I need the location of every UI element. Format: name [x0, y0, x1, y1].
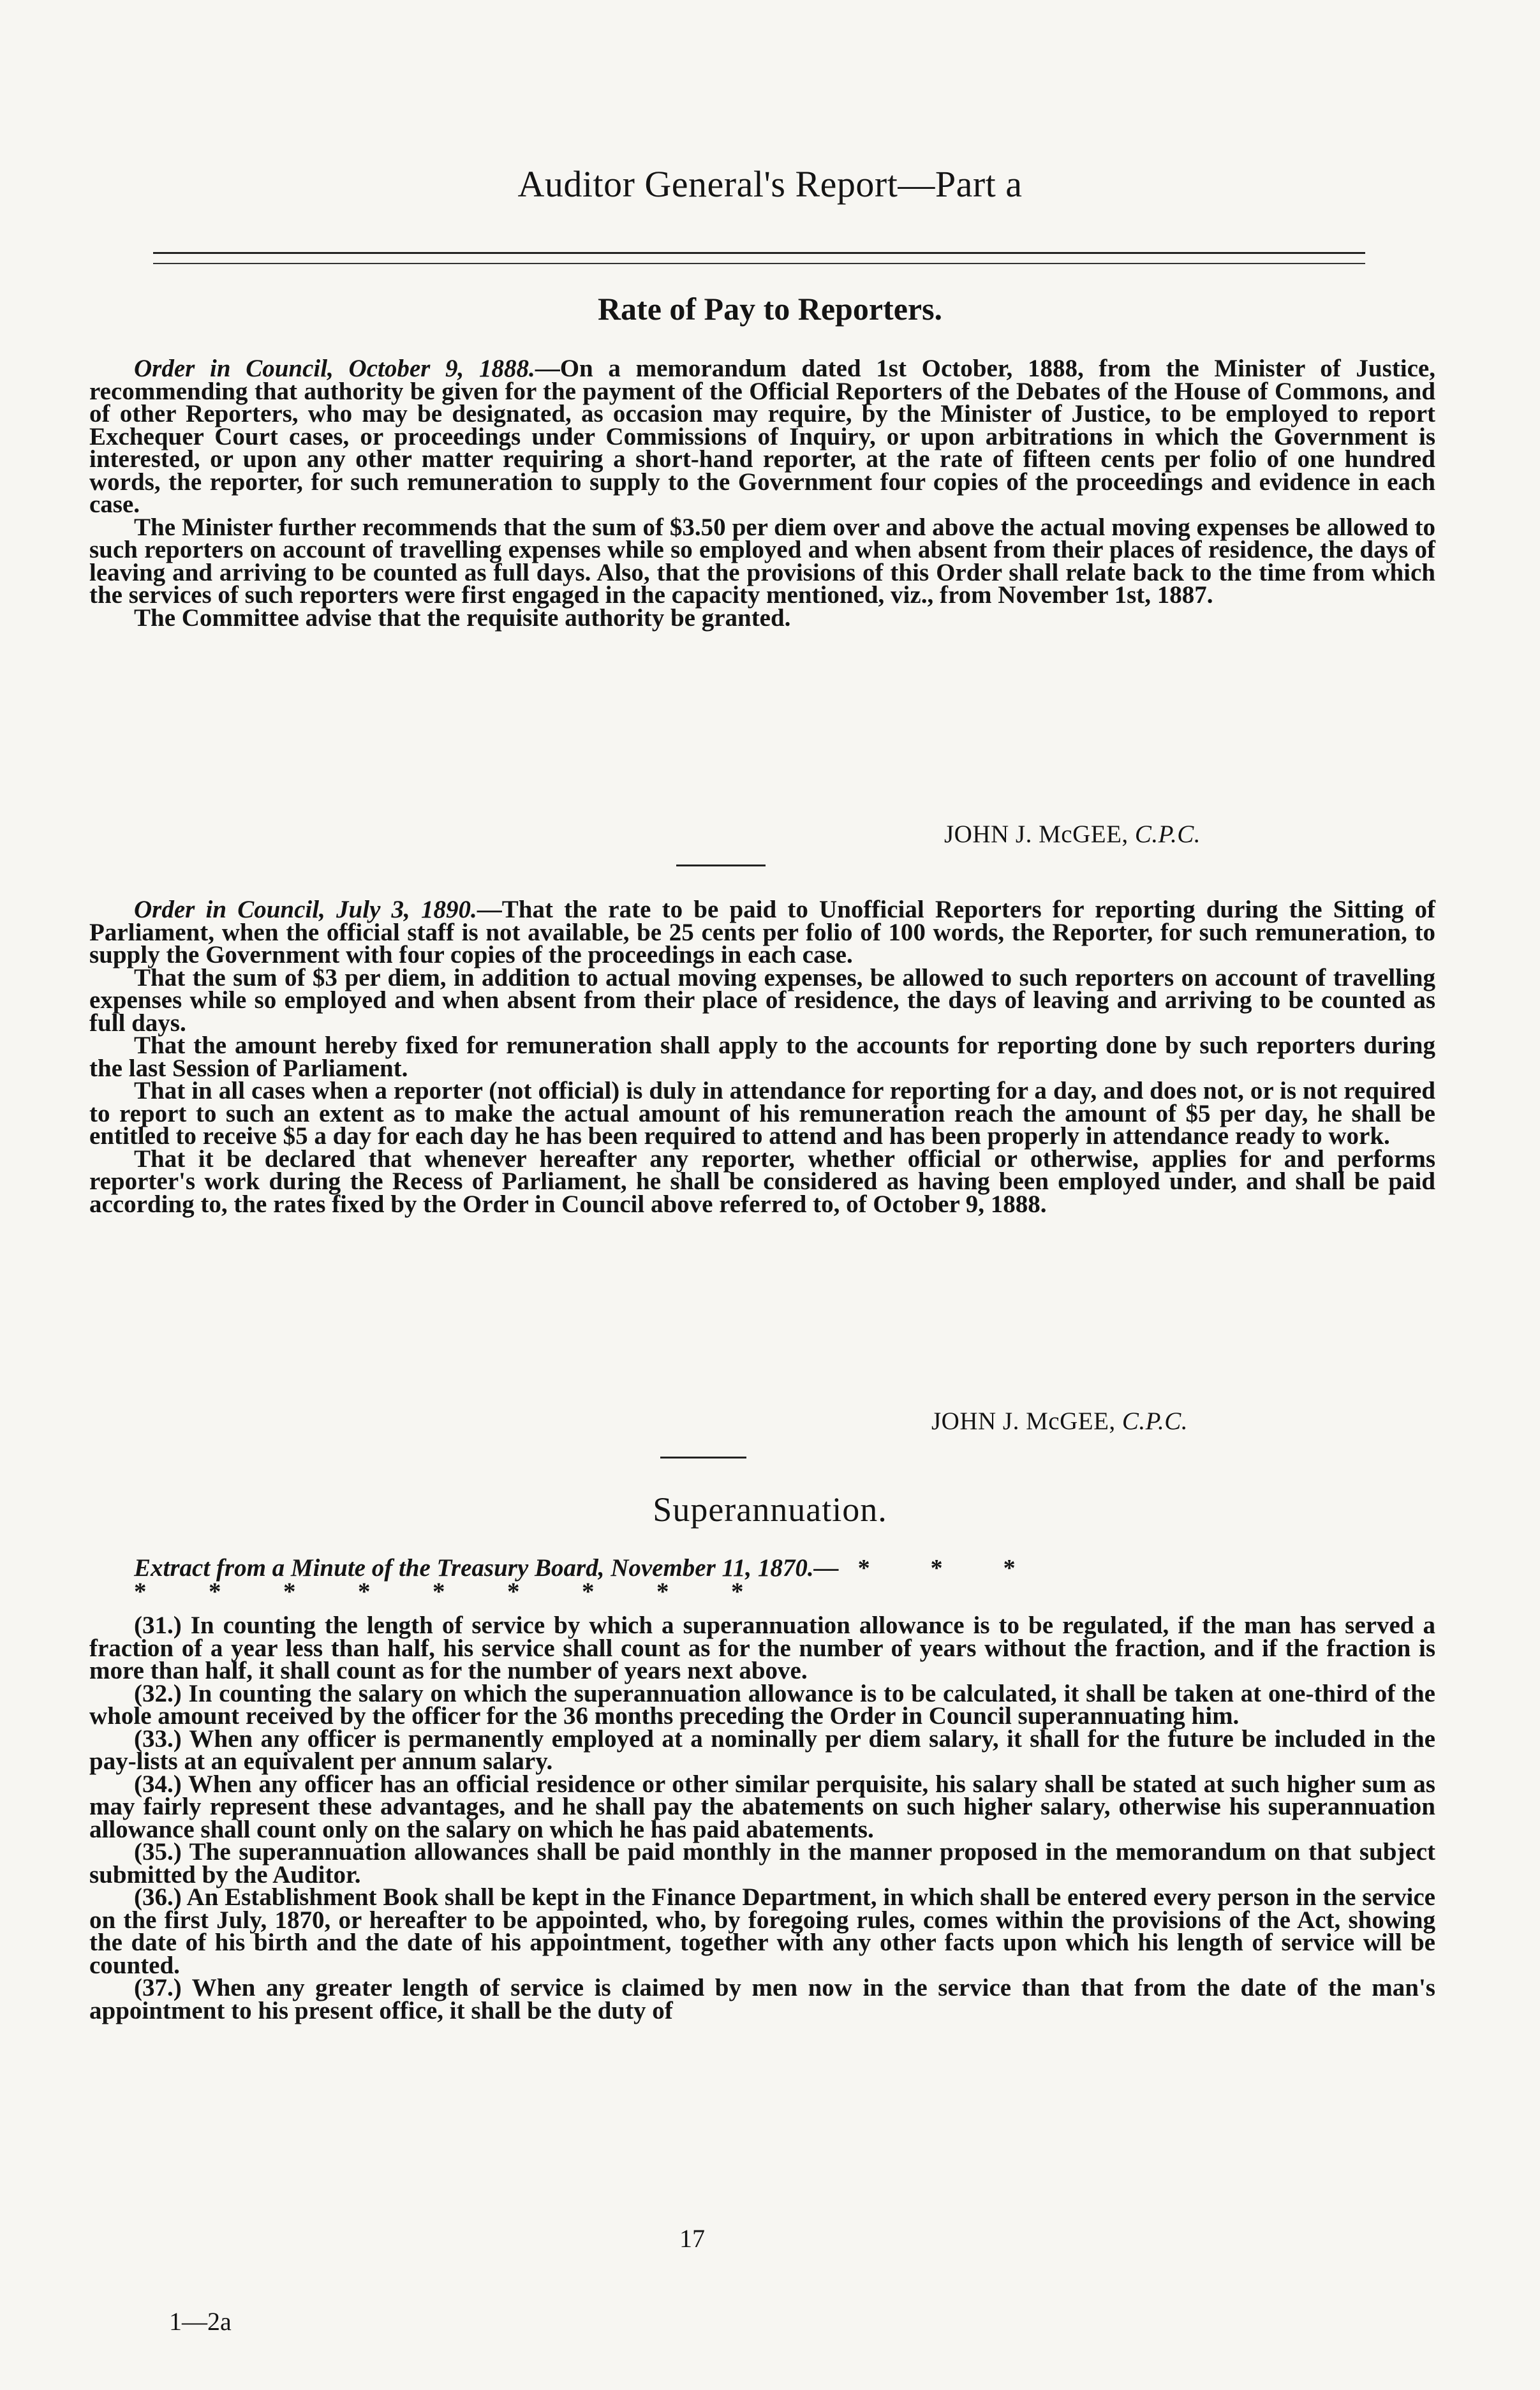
- paragraph: That the amount hereby fixed for remuneration shall apply to the accounts for reporting done by such reporters during the last Session of Parliament.: [89, 1032, 1435, 1082]
- order-lead: Order in Council, July 3, 1890.: [134, 896, 477, 923]
- rule-35: (35.) The superannuation allowances shall be paid monthly in the manner proposed in the memorandum on that subject submitted by the Auditor.: [89, 1838, 1435, 1889]
- paragraph: [89, 357, 1435, 516]
- rule-34: (34.) When any officer has an official residence or other similar perquisite, his salary shall be stated at such higher sum as may fairly represent these advantages, and he shall pay the abatements on such higher salary, otherwise his superannuation allowance shall count only on the salary on which he has paid abatements.: [89, 1770, 1435, 1843]
- signature-name: JOHN J. McGEE,: [931, 1407, 1122, 1435]
- paragraph: That it be declared that whenever hereafter any reporter, whether official or otherwise, applies for and performs reporter's work during the Recess of Parliament, he shall be considered as having been employed under, and shall be paid according to, the rates fixed by the Order in Council above referred to, of October 9, 1888.: [89, 1145, 1435, 1218]
- order-in-council-1890: [89, 896, 1435, 1218]
- order-lead: Order in Council, October 9, 1888.: [134, 355, 535, 382]
- order-in-council-1888: [89, 355, 1435, 632]
- signature-name: JOHN J. McGEE,: [944, 820, 1135, 848]
- ellipsis-stars: * * *: [857, 1555, 1016, 1582]
- paragraph: That in all cases when a reporter (not official) is duly in attendance for reporting for a day, and does not, or is not required to report to such an extent as to make the actual amount of his remuneration reach the amount of $5 per day, he shall be entitled to receive $5 a day for each day he has been required to attend and has been properly in attendance ready to work.: [89, 1077, 1435, 1150]
- page-number: 17: [679, 2224, 705, 2253]
- signature-title: C.P.C.: [1122, 1407, 1188, 1435]
- rule-33: (33.) When any officer is permanently employed at a nominally per diem salary, it shall for the future be included in the pay-lists at an equivalent per annum salary.: [89, 1725, 1435, 1775]
- order-text: —On a memorandum dated 1st October, 1888, from the Minister of Justice, recommending that authority be given for the payment of the Official Reporters of the Debates of the House of Commons, and of other Reporters, who may be designated, as occasion may require, by the Minister of Justice, to be employed to report Exchequer Court cases, or proceedings under Commissions of Inquiry, or upon arbitrations in which the Government is interested, or upon any other matter requiring a short-hand reporter, at the rate of fifteen cents per folio of one hundred words, the reporter, for such remuneration to supply to the Government four copies of the proceedings and evidence in each case.: [89, 355, 1435, 518]
- extract-heading: Extract from a Minute of the Treasury Board, November 11, 1870.—: [134, 1554, 839, 1582]
- section-title-rate-of-pay: Rate of Pay to Reporters.: [597, 291, 943, 327]
- paragraph: That the sum of $3 per diem, in addition to actual moving expenses, be allowed to such reporters on account of travelling expenses while so employed and when absent from their place of residence, the days of leaving and arriving to be counted as full days.: [89, 963, 1435, 1037]
- signature-title: C.P.C.: [1134, 820, 1201, 848]
- order-text: —That the rate to be paid to Unofficial Reporters for reporting during the Sitting of Parliament, when the official staff is not available, be 25 cents per folio of 100 words, the Reporter, for such remuneration, to supply the Government with four copies of the proceedings in each case.: [89, 896, 1435, 969]
- rule-31: (31.) In counting the length of service by which a superannuation allowance is to be regulated, if the man has served a fraction of a year less than half, his service shall count as for the number of years without the fraction, and if the fraction is more than half, it shall count as for the number of years next above.: [89, 1612, 1435, 1684]
- ellipsis-stars-row: * * * * * * * * *: [134, 1577, 744, 1605]
- header-rule-top: [153, 252, 1365, 254]
- paragraph: The Minister further recommends that the sum of $3.50 per diem over and above the actual moving expenses be allowed to such reporters on account of travelling expenses while so employed and when absent from their places of residence, the days of leaving and arriving to be counted as full days. Also, that the provisions of this Order shall relate back to the time from which the services of such reporters were first engaged in the capacity mentioned, viz., from November 1st, 1887.: [89, 513, 1435, 609]
- signature-mark: 1—2a: [169, 2307, 232, 2336]
- extract-lead: [89, 1554, 1435, 1582]
- separator-dash: [676, 865, 766, 866]
- header-rule-bottom: [153, 263, 1365, 264]
- rule-32: (32.) In counting the salary on which the superannuation allowance is to be calculated, it shall be taken at one-third of the whole amount received by the officer for the 36 months preceding the Order in Council superannuating him.: [89, 1679, 1435, 1730]
- running-header: Auditor General's Report—Part a: [517, 163, 1023, 205]
- signature-2: [931, 1407, 1188, 1436]
- section-title-superannuation: Superannuation.: [653, 1490, 887, 1529]
- rule-36: (36.) An Establishment Book shall be kept in the Finance Department, in which shall be entered every person in the service on the first July, 1870, or hereafter to be appointed, who, by foregoing rules, comes within the provisions of the Act, showing the date of his birth and the date of his appointment, together with any other facts upon which his length of service will be counted.: [89, 1883, 1435, 1979]
- paragraph: The Committee advise that the requisite authority be granted.: [134, 604, 791, 632]
- treasury-board-extract: [89, 1554, 1435, 2024]
- paragraph: [89, 898, 1435, 967]
- separator-dash: [660, 1457, 746, 1458]
- signature-1: [944, 820, 1201, 849]
- rule-37: (37.) When any greater length of service is claimed by men now in the service than that from the date of the man's appointment to his present office, it shall be the duty of: [89, 1974, 1435, 2024]
